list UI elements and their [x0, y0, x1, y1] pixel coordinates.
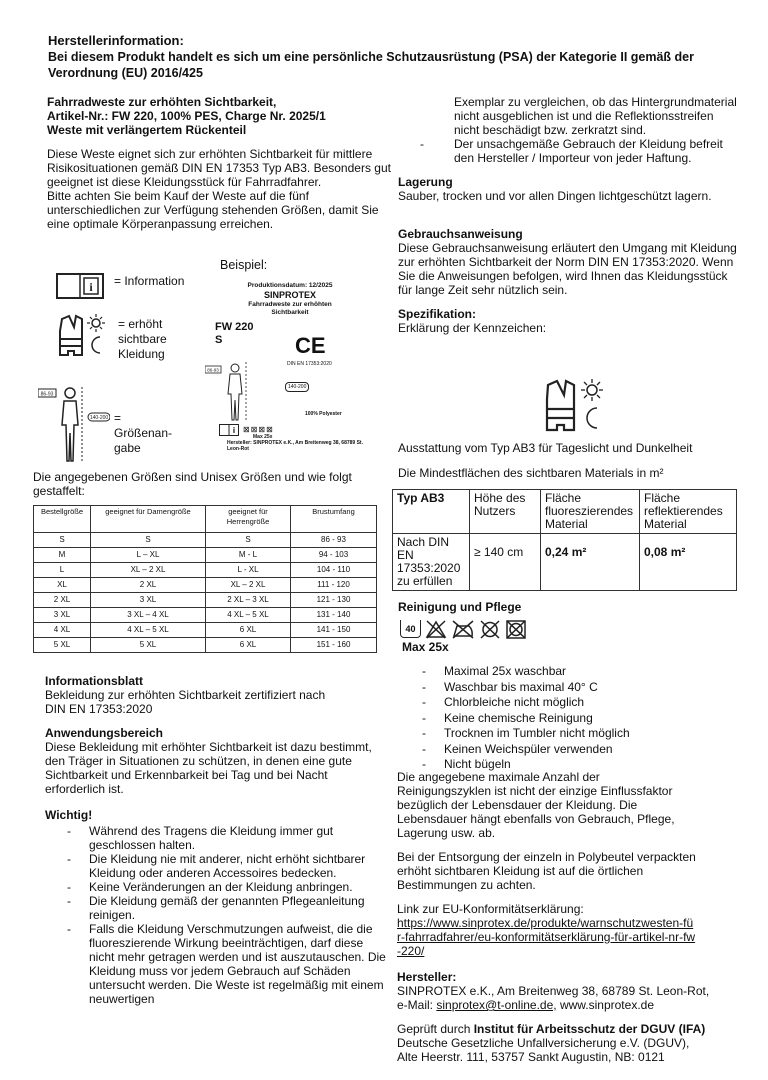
no-iron-icon — [451, 620, 475, 639]
usage-title: Gebrauchsanweisung — [398, 227, 523, 241]
example-height: 140-200 — [285, 382, 309, 392]
size-cell: XL – 2 XL — [206, 578, 291, 593]
legend-info — [56, 272, 184, 300]
size-cell: M — [34, 548, 91, 563]
spec-header-cell: Fläche fluoreszierendes Material — [541, 490, 640, 534]
wash-temp: 40 — [405, 623, 416, 634]
care-list — [400, 664, 730, 773]
svg-text:140-200: 140-200 — [89, 415, 109, 421]
no-bleach-icon — [425, 620, 447, 639]
size-header-cell: geeignet für Herrengröße — [206, 506, 291, 533]
size-cell: XL — [34, 578, 91, 593]
spec-cell: 0,24 m² — [541, 534, 640, 591]
legend-vest — [54, 313, 178, 362]
vest-day-night-icon — [54, 313, 112, 359]
list-item: - Waschbar bis maximal 40° C — [400, 680, 730, 696]
list-item: - Während des Tragens die Kleidung immer gut geschlossen halten. — [45, 824, 390, 852]
spec-cell: 0,08 m² — [640, 534, 737, 591]
list-item: - Der unsachgemäße Gebrauch der Kleidung befreit den Hersteller / Importeur von jeder Haftung. — [398, 137, 738, 165]
size-cell: 94 - 103 — [291, 548, 377, 563]
product-description: Diese Weste eignet sich zur erhöhten Sichtbarkeit für mittlere Risikosituationen gemäß DIN EN 17353 Typ AB3. Besonders gut geeignet ist diese Kleidungsstück für Fahrradfahrer. — [47, 147, 391, 189]
conformity-label: Link zur EU-Konformitätserklärung: — [397, 902, 584, 916]
size-cell: 2 XL — [91, 578, 206, 593]
no-tumble-dry-icon — [505, 620, 527, 639]
size-table — [33, 505, 377, 653]
size-cell: 6 XL — [206, 623, 291, 638]
care-notes — [397, 770, 710, 1064]
spec-title: Spezifikation: — [398, 307, 477, 321]
care-icons-row — [400, 620, 527, 639]
example-brand: SINPROTEX — [263, 290, 316, 300]
size-cell: 131 - 140 — [291, 608, 377, 623]
size-cell: 4 XL — [34, 623, 91, 638]
body-size-icon — [38, 385, 110, 465]
list-item: - Nicht bügeln — [400, 757, 730, 773]
size-cell: 2 XL — [34, 593, 91, 608]
example-care-symbols: ⊠⊠⊠⊠ — [243, 425, 274, 434]
list-item: - Keinen Weichspüler verwenden — [400, 742, 730, 758]
info-sheet-title: Informationsblatt — [45, 674, 143, 688]
size-cell: 4 XL – 5 XL — [206, 608, 291, 623]
example-wash: Max 25x — [253, 434, 273, 440]
tested-prefix: Geprüft durch — [397, 1022, 471, 1036]
size-cell: S — [91, 533, 206, 548]
size-cell: 2 XL – 3 XL — [206, 593, 291, 608]
size-cell: L – XL — [91, 548, 206, 563]
example-prod-date: Produktionsdatum: 12/2025 — [247, 282, 333, 289]
size-cell: 5 XL — [91, 638, 206, 653]
care-max-label: Max 25x — [402, 640, 449, 654]
legend-vest-label: = erhöht sichtbare Kleidung — [118, 317, 167, 361]
size-cell: 86 - 93 — [291, 533, 377, 548]
spec-table — [392, 489, 737, 591]
list-item: - Die Kleidung nie mit anderer, nicht erhöht sichtbarer Kleidung oder anderen Accessoires bedecken. — [45, 852, 390, 880]
header-subtitle: Bei diesem Produkt handelt es sich um eine persönliche Schutzausrüstung (PSA) der Kategorie II gemäß der Verordnung (EU) 2016/425 — [48, 50, 694, 80]
table-row — [34, 563, 377, 578]
svg-text:i: i — [89, 280, 93, 294]
storage-text: Sauber, trocken und vor allen Dingen lichtgeschützt lagern. — [398, 189, 712, 203]
wash-40-icon — [400, 620, 421, 638]
svg-text:86-93: 86-93 — [207, 367, 219, 373]
spec-header-cell: Typ AB3 — [393, 490, 470, 534]
size-intro: Die angegebenen Größen sind Unisex Größen und wie folgt gestaffelt: — [33, 470, 352, 498]
legend-size — [38, 385, 174, 465]
size-cell: 151 - 160 — [291, 638, 377, 653]
example-product-label — [205, 282, 375, 457]
table-row — [393, 534, 737, 591]
spec-cell: ≥ 140 cm — [470, 534, 541, 591]
care-title: Reinigung und Pflege — [398, 600, 522, 614]
table-row — [34, 623, 377, 638]
example-norm: DIN EN 17353:2020 — [287, 361, 332, 367]
size-cell: 104 - 110 — [291, 563, 377, 578]
product-name: Fahrradweste zur erhöhten Sichtbarkeit, — [47, 95, 277, 109]
email-label: e-Mail: — [397, 998, 434, 1012]
email-link[interactable]: sinprotex@t-online.de, — [436, 998, 557, 1012]
table-row — [34, 593, 377, 608]
example-info-icon — [219, 424, 239, 436]
size-cell: 3 XL — [91, 593, 206, 608]
care-note-disposal: Bei der Entsorgung der einzeln in Polybeutel verpackten erhöht sichtbaren Kleidung ist auf die örtlichen Bestimmungen zu achten. — [397, 850, 696, 892]
size-cell: 5 XL — [34, 638, 91, 653]
svg-text:i: i — [232, 426, 236, 435]
list-item: - Falls die Kleidung Verschmutzungen aufweist, die die fluoreszierende Wirkung beeinträchtigen, darf diese nicht mehr getragen werden und ist auszutauschen. Die Kleidung muss vor jedem Gebrauch auf Schäden untersucht werden. Die Weste ist regelmäßig mit einem neuwertigen — [45, 922, 390, 1006]
size-cell: L — [34, 563, 91, 578]
spec-header-cell: Fläche reflektierendes Material — [640, 490, 737, 534]
size-cell: 6 XL — [206, 638, 291, 653]
legend-info-label: = Information — [114, 274, 185, 288]
table-row — [34, 548, 377, 563]
svg-text:86-93: 86-93 — [40, 391, 54, 398]
info-sheet-text: Bekleidung zur erhöhten Sichtbarkeit zertifiziert nach DIN EN 17353:2020 — [45, 688, 326, 716]
spec-table-header — [393, 490, 737, 534]
tested-institute: Institut für Arbeitsschutz der DGUV (IFA) — [473, 1022, 706, 1036]
manufacturer-address: SINPROTEX e.K., Am Breitenweg 38, 68789 St. Leon-Rot, — [397, 984, 710, 998]
storage-title: Lagerung — [398, 175, 453, 189]
conformity-link[interactable]: https://www.sinprotex.de/produkte/warnschutzwesten-für-fahrradfahrer/eu-konformitätserklärung-für-artikel-nr-fw-220/ — [397, 916, 696, 958]
example-material: 100% Polyester — [305, 411, 342, 417]
legend-size-label: = Größenan-gabe — [114, 411, 173, 455]
example-product: Fahrradweste zur erhöhten Sichtbarkeit — [248, 301, 332, 316]
example-body-size-icon — [205, 362, 280, 422]
spec-min-area: Die Mindestflächen des sichtbaren Materials in m² — [398, 466, 664, 480]
product-variant: Weste mit verlängertem Rückenteil — [47, 123, 247, 137]
size-cell: XL – 2 XL — [91, 563, 206, 578]
usage-text: Diese Gebrauchsanweisung erläutert den Umgang mit Kleidung zur erhöhten Sichtbarkeit der Norm DIN EN 17353:2020. Wenn Sie die Anweisungen befolgen, wird Ihnen das Kleidungsstück für lange Zeit sehr nützlich sein. — [398, 241, 737, 297]
spec-cell: Nach DIN EN 17353:2020 zu erfüllen — [393, 534, 470, 591]
list-item: - Die Kleidung gemäß der genannten Pflegeanleitung reinigen. — [45, 894, 390, 922]
example-size: S — [215, 334, 223, 346]
list-item: - Keine chemische Reinigung — [400, 711, 730, 727]
manufacturer-title: Hersteller: — [397, 970, 457, 984]
size-cell: 4 XL – 5 XL — [91, 623, 206, 638]
size-table-header — [34, 506, 377, 533]
size-cell: S — [34, 533, 91, 548]
scope-title: Anwendungsbereich — [45, 726, 164, 740]
size-cell: L - XL — [206, 563, 291, 578]
table-row — [34, 638, 377, 653]
info-sheet-section — [45, 674, 390, 1006]
size-cell: 111 - 120 — [291, 578, 377, 593]
size-header-cell: Bestellgröße — [34, 506, 91, 533]
table-row — [34, 608, 377, 623]
example-label-heading: Beispiel: — [220, 258, 268, 272]
no-dry-clean-icon — [479, 620, 501, 639]
size-cell: 3 XL — [34, 608, 91, 623]
spec-equipment: Ausstattung vom Typ AB3 für Tageslicht und Dunkelheit — [398, 441, 693, 455]
list-item: - Trocknen im Tumbler nicht möglich — [400, 726, 730, 742]
size-cell: M - L — [206, 548, 291, 563]
important-list — [45, 824, 390, 1006]
size-cell: 141 - 150 — [291, 623, 377, 638]
size-cell: 3 XL – 4 XL — [91, 608, 206, 623]
list-item: - Keine Veränderungen an der Kleidung anbringen. — [45, 880, 390, 894]
spec-subtitle: Erklärung der Kennzeichen: — [398, 321, 547, 335]
table-row — [34, 578, 377, 593]
ce-mark: CE — [295, 333, 326, 358]
important-list-continued — [398, 137, 738, 165]
tested-line3: Alte Heerstr. 111, 53757 Sankt Augustin, NB: 0121 — [397, 1050, 665, 1064]
size-header-cell: Brustumfang — [291, 506, 377, 533]
care-note-lifetime: Die angegebene maximale Anzahl der Reinigungszyklen ist nicht der einzige Einflussfaktor bezüglich der Lebensdauer der Kleidung. Die Lebensdauer hängt ebenfalls von Gebrauch, Pflege, Lagerung usw. ab. — [397, 770, 675, 840]
important-title: Wichtig! — [45, 808, 93, 822]
product-section — [47, 95, 402, 231]
example-manufacturer: Hersteller: SINPROTEX e.K., Am Breitenweg 38, 68789 St. Leon-Rot — [227, 440, 363, 452]
size-cell: 121 - 130 — [291, 593, 377, 608]
scope-text: Diese Bekleidung mit erhöhter Sichtbarkeit ist dazu bestimmt, den Träger in Situationen zu schützen, in denen eine gute Sichtbarkeit und Erkennbarkeit bei Tag und bei Nacht erforderlich ist. — [45, 740, 372, 796]
table-row — [34, 533, 377, 548]
product-article: Artikel-Nr.: FW 220, 100% PES, Charge Nr. 2025/1 — [47, 109, 326, 123]
size-header-cell: geeignet für Damengröße — [91, 506, 206, 533]
website: www.sinprotex.de — [559, 998, 654, 1012]
product-advice: Bitte achten Sie beim Kauf der Weste auf die fünf unterschiedlichen zur Verfügung stehenden Größen, damit Sie eine optimale Körperanpassung erreichen. — [47, 189, 379, 231]
header-title: Herstellerinformation: — [48, 33, 184, 48]
spec-header-cell: Höhe des Nutzers — [470, 490, 541, 534]
list-item: - Maximal 25x waschbar — [400, 664, 730, 680]
right-column — [398, 95, 738, 335]
tested-line2: Deutsche Gesetzliche Unfallversicherung e.V. (DGUV), — [397, 1036, 690, 1050]
list-item: - Chlorbleiche nicht möglich — [400, 695, 730, 711]
example-model: FW 220 — [215, 321, 254, 333]
manufacturer-info-header — [48, 33, 748, 81]
size-cell: S — [206, 533, 291, 548]
vest-day-night-icon — [540, 378, 610, 434]
info-book-icon — [56, 272, 104, 300]
important-continued: Exemplar zu vergleichen, ob das Hintergrundmaterial nicht ausgeblichen ist und die Reflektionsstreifen nicht beschädigt bzw. zerkratzt sind. — [454, 95, 737, 137]
